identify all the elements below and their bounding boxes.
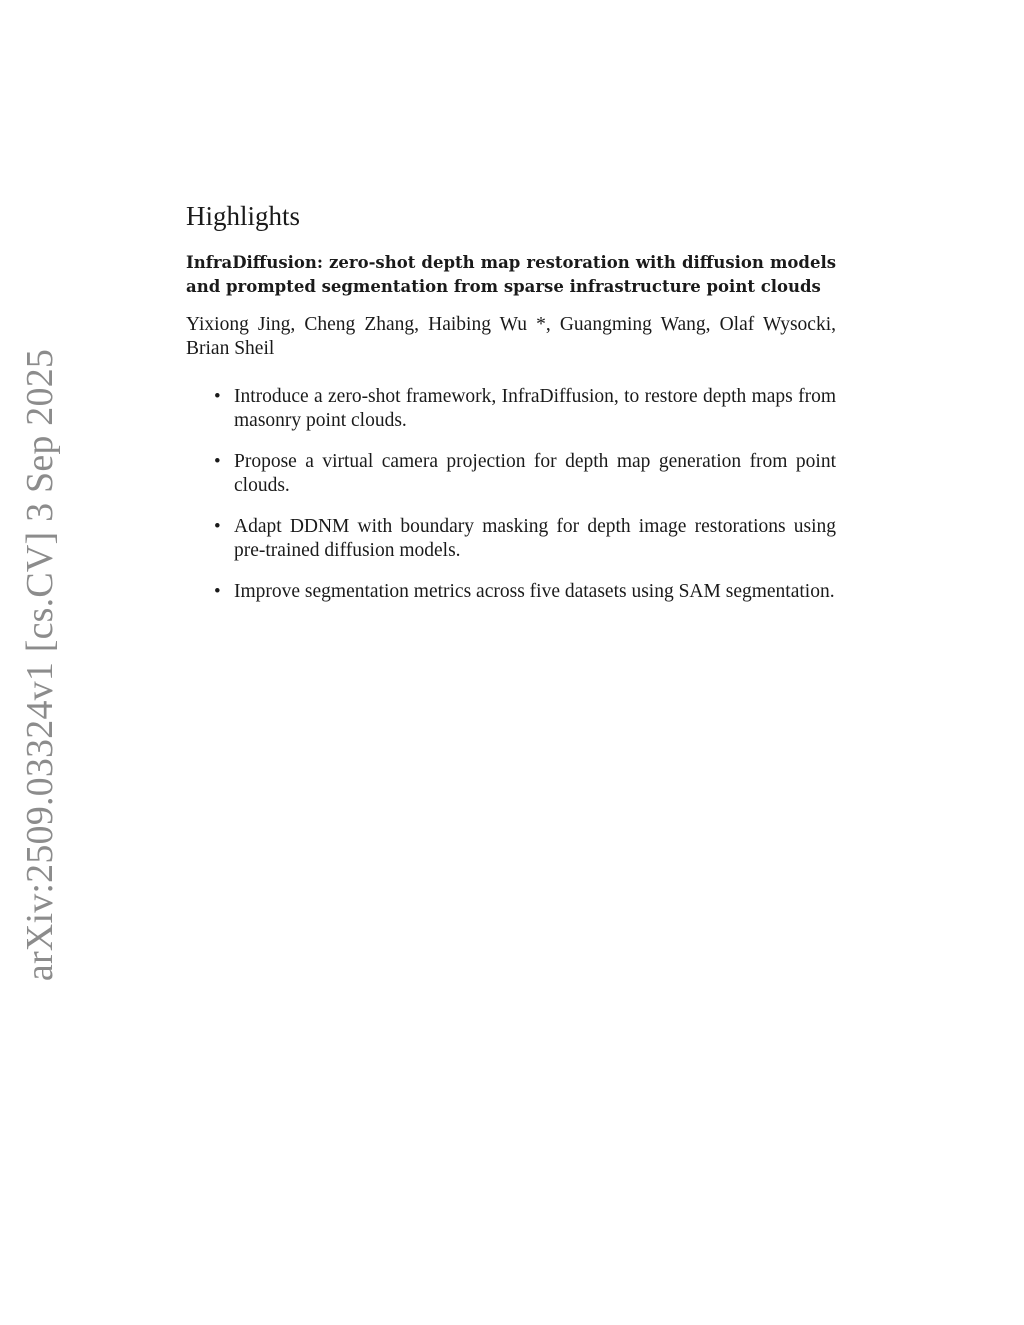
paper-title: InfraDiffusion: zero-shot depth map restoration with diffusion models and prompted segmentation from sparse infrastructure point clouds [186, 253, 836, 297]
highlight-item [186, 515, 836, 563]
highlight-text: Adapt DDNM with boundary masking for depth image restorations using pre-trained diffusion models. [234, 516, 836, 562]
highlight-text: Introduce a zero-shot framework, InfraDiffusion, to restore depth maps from masonry point clouds. [234, 386, 836, 432]
bullet-icon: • [214, 581, 221, 603]
bullet-icon: • [214, 516, 221, 538]
page-heading: Highlights [186, 201, 301, 231]
arxiv-side-stamp [15, 348, 65, 982]
highlights-page [186, 200, 836, 621]
bullet-icon: • [214, 386, 221, 408]
highlight-item [186, 385, 836, 433]
highlight-item [186, 580, 836, 604]
highlight-item [186, 450, 836, 498]
highlight-text: Propose a virtual camera projection for depth map generation from point clouds. [234, 451, 836, 497]
author-list: Yixiong Jing, Cheng Zhang, Haibing Wu *, Guangming Wang, Olaf Wysocki, Brian Sheil [186, 314, 836, 360]
bullet-icon: • [214, 451, 221, 473]
highlight-text: Improve segmentation metrics across five datasets using SAM segmentation. [234, 581, 835, 603]
highlights-list [186, 385, 836, 604]
arxiv-identifier: arXiv:2509.03324v1 [cs.CV] 3 Sep 2025 [19, 348, 62, 982]
